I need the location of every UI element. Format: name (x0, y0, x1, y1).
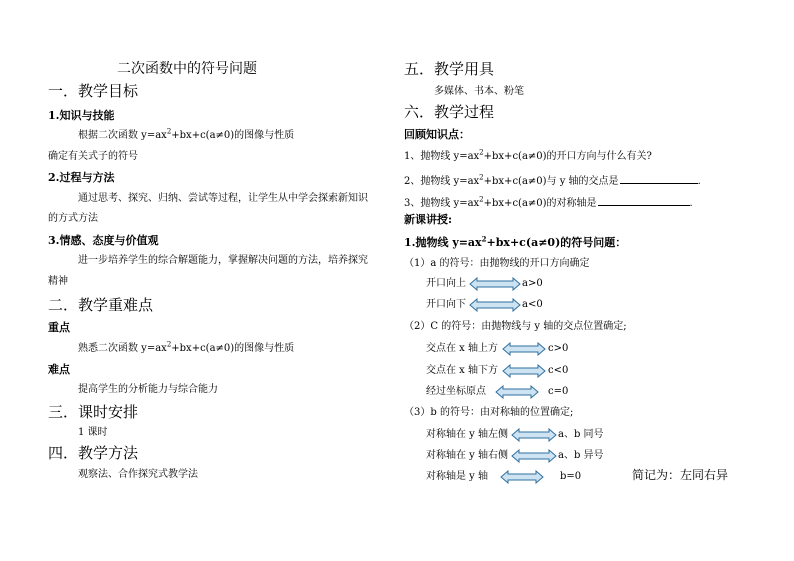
double-arrow-icon (502, 364, 546, 378)
class-hours-text: 1 课时 (78, 427, 108, 438)
a-negative: a<0 (522, 299, 543, 310)
c-origin: 经过坐标原点 (426, 386, 486, 397)
double-arrow-icon (511, 449, 557, 463)
doc-title: 二次函数中的符号问题 (117, 61, 257, 77)
b-sign-title: （3）b 的符号：由对称轴的位置确定; (404, 407, 574, 418)
knowledge-text-2: 确定有关式子的符号 (48, 151, 138, 162)
difficulty-label: 难点 (48, 363, 70, 376)
c-above: 交点在 x 轴上方 (426, 343, 498, 354)
section-2-heading: 二．教学重难点 (48, 296, 154, 314)
mnemonic-text: 简记为：左同右异 (632, 468, 729, 482)
c-below: 交点在 x 轴下方 (426, 365, 498, 376)
a-open-down: 开口向下 (426, 299, 466, 310)
double-arrow-icon (511, 428, 557, 442)
process-text-1: 通过思考、探究、归纳、尝试等过程，让学生从中学会探索新知识 (78, 193, 368, 204)
double-arrow-icon (469, 277, 521, 291)
section-1-heading: 一．教学目标 (48, 82, 139, 100)
b-same-sign: a、b 同号 (558, 429, 604, 440)
c-zero: c=0 (548, 386, 569, 397)
b-left: 对称轴在 y 轴左侧 (426, 429, 509, 440)
key-point-label: 重点 (48, 321, 70, 334)
c-negative: c<0 (548, 365, 569, 376)
attitude-text-1: 进一步培养学生的综合解题能力，掌握解决问题的方法，培养探究 (78, 255, 368, 266)
knowledge-text-1: 根据二次函数 $y=ax^2+bx+c(a\ne 0)$的图像与性质 (78, 127, 295, 141)
key-point-text: 熟悉二次函数 $y=ax^2+bx+c(a\ne 0)$的图像与性质 (78, 340, 295, 354)
double-arrow-icon (469, 298, 521, 312)
subsection-knowledge: 1.知识与技能 (48, 109, 115, 122)
subsection-attitude: 3.情感、态度与价值观 (48, 234, 159, 247)
subsection-process: 2.过程与方法 (48, 171, 115, 184)
c-positive: c>0 (548, 343, 569, 354)
tools-text: 多媒体、书本、粉笔 (434, 86, 524, 97)
section-3-heading: 三．课时安排 (48, 403, 139, 421)
review-question-2: 2、抛物线 $y=ax^2+bx+c(a\ne 0)$与 y 轴的交点是 . (404, 173, 701, 187)
review-question-1: 1、抛物线 $y=ax^2+bx+c(a\ne 0)$的开口方向与什么有关? (404, 148, 652, 162)
b-on-axis: 对称轴是 y 轴 (426, 471, 489, 482)
review-question-3: 3、抛物线 $y=ax^2+bx+c(a\ne 0)$的对称轴是 . (404, 195, 693, 209)
b-opposite-sign: a、b 异号 (558, 450, 604, 461)
section-6-heading: 六．教学过程 (404, 103, 495, 121)
review-label: 回顾知识点： (404, 128, 470, 141)
section-4-heading: 四．教学方法 (48, 444, 139, 462)
a-positive: a>0 (522, 278, 543, 289)
b-zero: b=0 (560, 471, 582, 482)
methods-text: 观察法、合作探究式教学法 (78, 469, 198, 480)
difficulty-text: 提高学生的分析能力与综合能力 (78, 384, 218, 395)
b-right: 对称轴在 y 轴右侧 (426, 450, 509, 461)
c-sign-title: （2）C 的符号：由抛物线与 y 轴的交点位置确定; (404, 321, 627, 332)
sign-problem-title: 1.抛物线 $y=ax^2+bx+c(a\ne 0)$的符号问题： (404, 234, 627, 249)
answer-blank[interactable] (620, 174, 698, 184)
section-5-heading: 五．教学用具 (404, 60, 495, 78)
double-arrow-icon (495, 385, 539, 399)
new-lesson-label: 新课讲授: (404, 213, 453, 226)
a-open-up: 开口向上 (426, 278, 466, 289)
attitude-text-2: 精神 (48, 276, 68, 287)
double-arrow-icon (500, 470, 544, 484)
process-text-2: 的方式方法 (48, 213, 98, 224)
double-arrow-icon (502, 342, 546, 356)
a-sign-title: （1）a 的符号：由抛物线的开口方向确定 (404, 258, 590, 269)
answer-blank[interactable] (598, 196, 690, 206)
